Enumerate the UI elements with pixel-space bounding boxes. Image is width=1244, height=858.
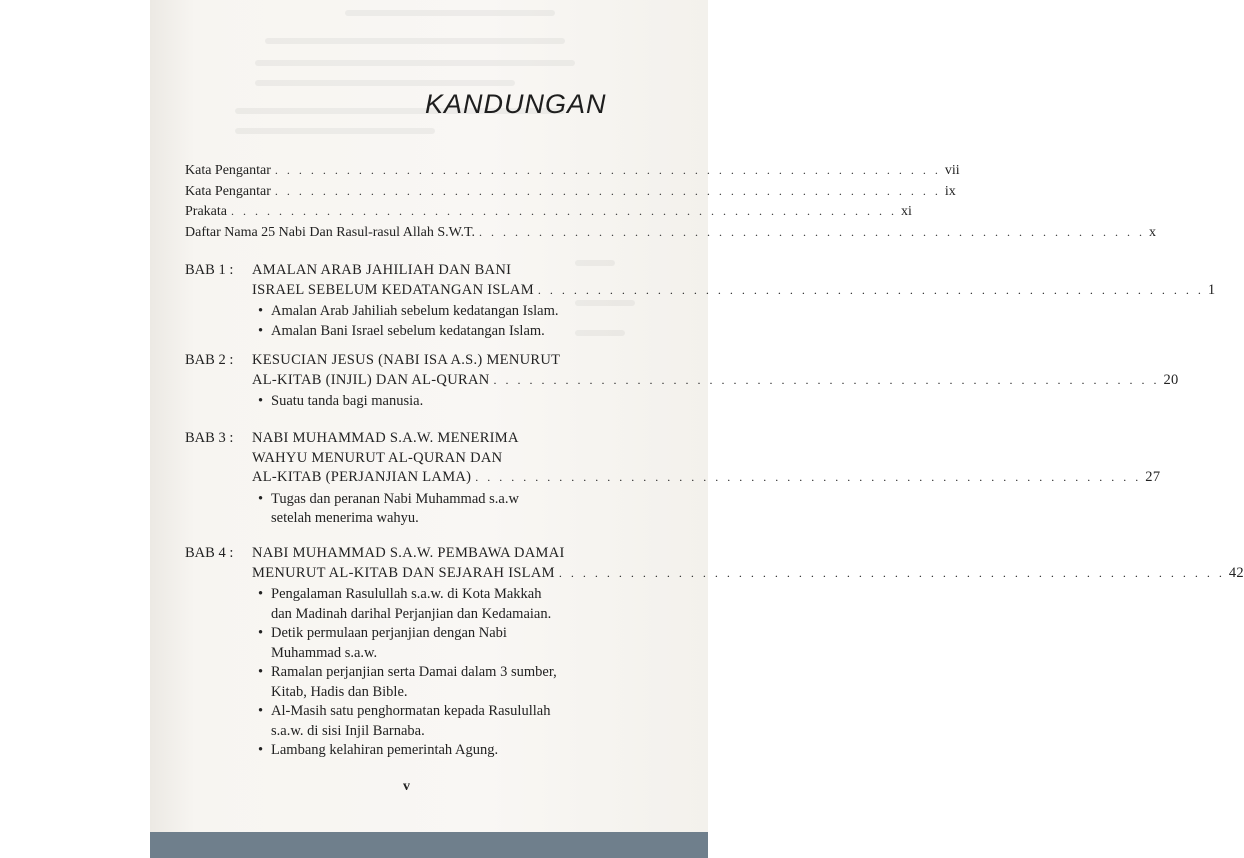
chapter-title-line (252, 564, 1244, 584)
chapter-number: BAB 4 : (185, 545, 234, 561)
subtopic-text: Suatu tanda bagi manusia. (271, 393, 424, 409)
chapter-title-line (252, 430, 637, 449)
chapter-page: 20 (1163, 371, 1179, 388)
entry-page: x (1149, 224, 1157, 240)
background-left (0, 0, 150, 858)
chapter-title-text: WAHYU MENURUT AL-QURAN DAN (252, 449, 503, 466)
page-number: v (403, 779, 410, 794)
chapter-page: 42 (1228, 564, 1244, 581)
toc-entry (185, 183, 956, 205)
chapter-number: BAB 1 : (185, 262, 234, 278)
chapter-title-line (252, 469, 1161, 488)
entry-page: ix (944, 183, 956, 199)
toc-entry (185, 163, 960, 184)
book-page (150, 0, 1244, 832)
toc-entry (185, 224, 1157, 246)
chapter-title-text: NABI MUHAMMAD S.A.W. MENERIMA (252, 430, 519, 446)
entry-label: Kata Pengantar (185, 163, 271, 178)
chapter-title-line (252, 352, 637, 371)
entry-label: Prakata (185, 204, 227, 219)
dot-leader: . . . . . . . . . . . . . . . . . . . . . . . . . . . . . . . . . . . . . . . . . . . . . . . . . . . . . . . . (537, 282, 1204, 297)
chapter-number: BAB 2 : (185, 352, 234, 368)
table-surface (150, 832, 708, 858)
chapter-title-text: AL-KITAB (PERJANJIAN LAMA) (252, 469, 472, 485)
chapter-page: 1 (1207, 281, 1216, 298)
subtopic-text: Amalan Bani Israel sebelum kedatangan Islam. (271, 322, 545, 339)
chapter-number: BAB 3 : (185, 430, 234, 446)
background-right (708, 0, 858, 858)
bullet-icon: • (258, 742, 264, 758)
bullet-icon: • (258, 586, 264, 602)
bullet-icon: • (258, 322, 264, 339)
dot-leader: . . . . . . . . . . . . . . . . . . . . . . . . . . . . . . . . . . . . . . . . . . . . . . . . . . . . . . . . (475, 470, 1142, 484)
toc-entry (185, 204, 912, 225)
entry-page: xi (900, 204, 912, 219)
bullet-icon: • (258, 664, 264, 680)
front-matter-list (185, 163, 1157, 245)
bullet-icon: • (258, 490, 264, 507)
chapter-title-text: MENURUT AL-KITAB DAN SEJARAH ISLAM (252, 564, 555, 581)
subtopic-text: s.a.w. di sisi Injil Barnaba. (271, 722, 425, 739)
entry-label: Kata Pengantar (185, 183, 271, 199)
dot-leader: . . . . . . . . . . . . . . . . . . . . . . . . . . . . . . . . . . . . . . . . . . . . . . . . . . . . . . . . (479, 224, 1146, 239)
chapter-title-line (252, 281, 1216, 301)
subtopic-text: Kitab, Hadis dan Bible. (271, 683, 408, 700)
chapter-title-line (252, 545, 637, 564)
subtopic-text: Lambang kelahiran pemerintah Agung. (271, 742, 499, 758)
bullet-icon: • (258, 703, 264, 719)
chapter-title-text: ISRAEL SEBELUM KEDATANGAN ISLAM (252, 281, 534, 298)
chapter-title-text: NABI MUHAMMAD S.A.W. PEMBAWA DAMAI (252, 545, 565, 561)
subtopic-text: Detik permulaan perjanjian dengan Nabi (271, 625, 507, 641)
chapter-title-line (252, 450, 637, 469)
bullet-icon: • (258, 625, 264, 641)
dot-leader: . . . . . . . . . . . . . . . . . . . . . . . . . . . . . . . . . . . . . . . . . . . . . . . . . . . . . . . . (558, 565, 1225, 580)
chapter-title-text: AMALAN ARAB JAHILIAH DAN BANI (252, 262, 512, 278)
chapter-title-line (252, 371, 1179, 391)
subtopic-text: Muhammad s.a.w. (271, 644, 378, 661)
subtopic-text: dan Madinah darihal Perjanjian dan Kedamaian. (271, 605, 552, 622)
chapter-title-text: KESUCIAN JESUS (NABI ISA A.S.) MENURUT (252, 352, 561, 368)
subtopic-text: Al-Masih satu penghormatan kepada Rasulullah (271, 703, 551, 719)
dot-leader: . . . . . . . . . . . . . . . . . . . . . . . . . . . . . . . . . . . . . . . . . . . . . . . . . . . . . . . . (274, 163, 941, 177)
subtopic-text: Ramalan perjanjian serta Damai dalam 3 sumber, (271, 664, 557, 680)
chapter-title-text: AL-KITAB (INJIL) DAN AL-QURAN (252, 371, 490, 388)
subtopic-text: Amalan Arab Jahiliah sebelum kedatangan Islam. (271, 303, 559, 319)
page-title: KANDUNGAN (425, 89, 607, 119)
subtopic-text: setelah menerima wahyu. (271, 510, 419, 526)
dot-leader: . . . . . . . . . . . . . . . . . . . . . . . . . . . . . . . . . . . . . . . . . . . . . . . . . . . . . . . . (274, 183, 941, 198)
subtopic-text: Tugas dan peranan Nabi Muhammad s.a.w (271, 490, 519, 507)
entry-label: Daftar Nama 25 Nabi Dan Rasul-rasul Allah S.W.T. (185, 224, 476, 240)
entry-page: vii (944, 163, 960, 178)
bullet-icon: • (258, 303, 264, 319)
chapter-title-line (252, 262, 637, 281)
subtopic-text: Pengalaman Rasulullah s.a.w. di Kota Makkah (271, 586, 542, 602)
bullet-icon: • (258, 393, 264, 409)
dot-leader: . . . . . . . . . . . . . . . . . . . . . . . . . . . . . . . . . . . . . . . . . . . . . . . . . . . . . . . . (493, 372, 1160, 387)
chapter-page: 27 (1145, 469, 1161, 485)
dot-leader: . . . . . . . . . . . . . . . . . . . . . . . . . . . . . . . . . . . . . . . . . . . . . . . . . . . . . . . . (230, 204, 897, 218)
